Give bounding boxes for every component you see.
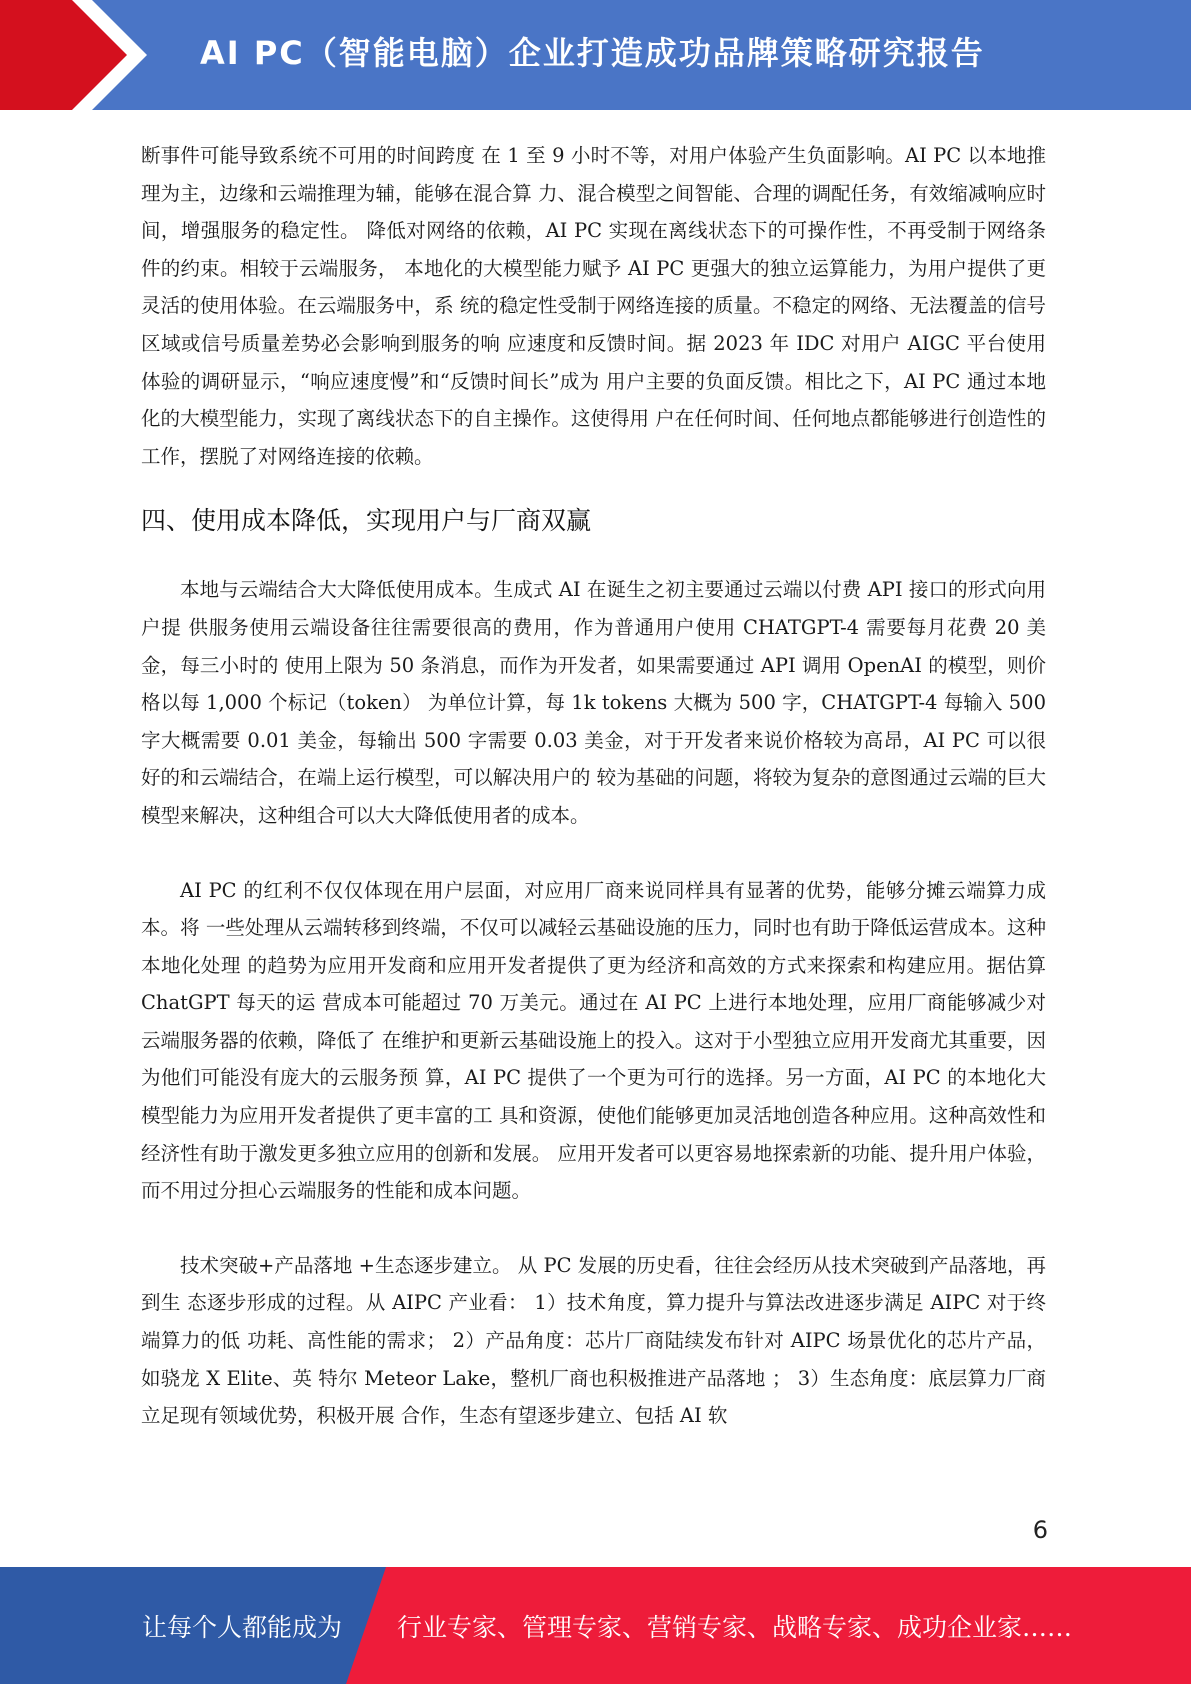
footer-slogan-left: 让每个人都能成为 — [142, 1613, 343, 1642]
page-header — [0, 0, 1191, 110]
body-paragraph-4: 技术突破+产品落地 +生态逐步建立。 从 PC 发展的历史看，往往会经历从技术突破到产品落地，再到生 态逐步形成的过程。从 AIPC 产业看： 1）技术角度，算力提升与算法改进逐步满足 AIPC 对于终端算力的低 功耗、高性能的需求； 2）产品角度：芯片厂商陆续发布针对 AIPC 场景优化的芯片产品，如骁龙 X Elite、英 特尔 Meteor Lake，整机厂商也积极推进产品落地 ； 3）生态角度：底层算力厂商立足现有领域优势，积极开展 合作，生态有望逐步建立、包括 AI 软 — [141, 1253, 1046, 1428]
footer-slogan-right: 行业专家、管理专家、营销专家、战略专家、成功企业家…… — [397, 1613, 1073, 1642]
body-paragraph-3: AI PC 的红利不仅仅体现在用户层面，对应用厂商来说同样具有显著的优势，能够分摊云端算力成本。将 一些处理从云端转移到终端，不仅可以减轻云基础设施的压力，同时也有助于降低运营成本。这种本地化处理 的趋势为应用开发商和应用开发者提供了更为经济和高效的方式来探索和构建应用。据估算 ChatGPT 每天的运 营成本可能超过 70 万美元。通过在 AI PC 上进行本地处理，应用厂商能够减少对云端服务器的依赖，降低了 在维护和更新云基础设施上的投入。这对于小型独立应用开发商尤其重要，因为他们可能没有庞大的云服务预 算，AI PC 提供了一个更为可行的选择。另一方面，AI PC 的本地化大模型能力为应用开发者提供了更丰富的工 具和资源，使他们能够更加灵活地创造各种应用。这种高效性和经济性有助于激发更多独立应用的创新和发展。 应用开发者可以更容易地探索新的功能、提升用户体验，而不用过分担心云端服务的性能和成本问题。 — [141, 878, 1046, 1203]
body-paragraph-1: 断事件可能导致系统不可用的时间跨度 在 1 至 9 小时不等，对用户体验产生负面影响。AI PC 以本地推理为主，边缘和云端推理为辅，能够在混合算 力、混合模型之间智能、合理的调配任务，有效缩减响应时间，增强服务的稳定性。 降低对网络的依赖，AI PC 实现在离线状态下的可操作性，不再受制于网络条件的约束。相较于云端服务， 本地化的大模型能力赋予 AI PC 更强大的独立运算能力，为用户提供了更灵活的使用体验。在云端服务中，系 统的稳定性受制于网络连接的质量。不稳定的网络、无法覆盖的信号区域或信号质量差势必会影响到服务的响 应速度和反馈时间。据 2023 年 IDC 对用户 AIGC 平台使用体验的调研显示，“响应速度慢”和“反馈时间长”成为 用户主要的负面反馈。相比之下，AI PC 通过本地化的大模型能力，实现了离线状态下的自主操作。这使得用 户在任何时间、任何地点都能够进行创造性的工作，摆脱了对网络连接的依赖。 — [141, 144, 1046, 468]
page-body — [141, 137, 1046, 1435]
section-heading: 四、使用成本降低，实现用户与厂商双赢 — [141, 506, 592, 536]
page-footer — [0, 1567, 1191, 1684]
report-title: AI PC（智能电脑）企业打造成功品牌策略研究报告 — [200, 34, 985, 72]
body-paragraph-2: 本地与云端结合大大降低使用成本。生成式 AI 在诞生之初主要通过云端以付费 API 接口的形式向用户提 供服务使用云端设备往往需要很高的费用，作为普通用户使用 CHATGPT-4 需要每月花费 20 美金，每三小时的 使用上限为 50 条消息，而作为开发者，如果需要通过 API 调用 OpenAI 的模型，则价格以每 1,000 个标记（token） 为单位计算，每 1k tokens 大概为 500 字，CHATGPT-4 每输入 500 字大概需要 0.01 美金，每输出 500 字需要 0.03 美金，对于开发者来说价格较为高昂，AI PC 可以很好的和云端结合，在端上运行模型，可以解决用户的 较为基础的问题，将较为复杂的意图通过云端的巨大模型来解决，这种组合可以大大降低使用者的成本。 — [141, 578, 1046, 827]
header-arrow-decoration — [0, 0, 150, 110]
page-number: 6 — [1032, 1516, 1048, 1544]
